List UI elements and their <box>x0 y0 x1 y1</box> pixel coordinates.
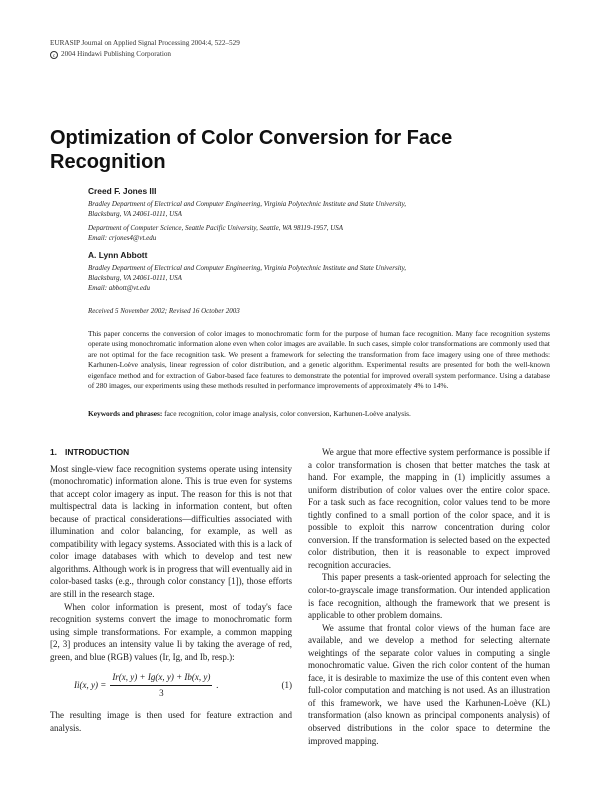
author-affiliation: Department of Computer Science, Seattle Pacific University, Seattle, WA 98119-1957, USA <box>88 224 344 232</box>
copyright-text: 2004 Hindawi Publishing Corporation <box>61 50 172 58</box>
body-column-left <box>50 446 292 734</box>
paragraph: The resulting image is then used for feature extraction and analysis. <box>50 710 292 733</box>
journal-header <box>50 38 240 60</box>
author-name: Creed F. Jones III <box>88 186 157 196</box>
equation-numerator: Ir(x, y) + Ig(x, y) + Ib(x, y) <box>110 671 212 686</box>
journal-line: EURASIP Journal on Applied Signal Processing 2004:4, 522–529 <box>50 39 240 47</box>
equation-denominator: 3 <box>159 687 164 698</box>
equation-lhs: Ii(x, y) = <box>74 680 107 691</box>
abstract: This paper concerns the conversion of color images to monochromatic form for the purpose of human face recognition. Many face recognition systems operate using monochromatic information alone even when color images are available. In such cases, simple color transformations are commonly used that are not optimal for the face recognition task. We present a framework for selecting the transformation from face imagery using one of three methods: Karhunen-Loève analysis, linear regression of color distribution, and a genetic algorithm. Experimental results are presented for both the well-known eigenface method and for extraction of Gabor-based face features to demonstrate the potential for improved overall system performance. Using a database of 280 images, our experiments using these methods resulted in performance improvements of approximately 4% to 14%. <box>88 329 550 391</box>
paper-title: Optimization of Color Conversion for Face Recognition <box>50 127 453 173</box>
author-affiliation: Bradley Department of Electrical and Computer Engineering, Virginia Polytechnic Institute and State University, <box>88 264 407 272</box>
copyright-line <box>50 49 240 60</box>
paragraph: This paper presents a task-oriented approach for selecting the color-to-grayscale image transformation. Our intended application is face recognition, although the framework that we present is applicable to other problem domains. <box>308 572 550 621</box>
paragraph: We assume that frontal color views of the human face are available, and we develop a method for selecting alternate weightings of the separate color values in computing a single monochromatic value. Given the rich color content of the human face, it is desirable to maximize the use of this content even when full-color computation and matching is not used. As an illustration of this framework, we have used the Karhunen-Loève (KL) transformation (also known as principal components analysis) of observed distributions in the color space to determine the improved mapping. <box>308 622 550 746</box>
author-email: Email: abbott@vt.edu <box>88 284 151 292</box>
equation-trailing: . <box>216 680 219 691</box>
author-affiliation: Blacksburg, VA 24061-0111, USA <box>88 210 182 218</box>
author-name: A. Lynn Abbott <box>88 250 148 260</box>
author-2 <box>88 250 528 293</box>
keywords-label: Keywords and phrases: <box>88 409 163 418</box>
paragraph: We argue that more effective system performance is possible if a color transformation is chosen that better matches the task at hand. For example, the mapping in (1) implicitly assumes a uniform distribution of color values over the entire color space. For a task such as face recognition, color values tend to be more tightly confined to a small portion of the color space, and it is possible to exploit this narrow concentration during color conversion. If the transformation is selected based on the expected color distribution, then it is reasonable to expect improved recognition accuracies. <box>308 447 550 570</box>
section-heading <box>50 446 292 459</box>
equation-number: (1) <box>281 680 292 691</box>
body-column-right <box>308 446 550 747</box>
equation-fraction <box>110 671 212 699</box>
paragraph: When color information is present, most of today's face recognition systems convert the image to monochromatic form using simple transformations. For example, a common mapping [2, 3] produces an intensity value Ii by taking the average of red, green, and blue (RGB) values (Ir, Ig, and Ib, resp.): <box>50 601 292 662</box>
section-number: 1. <box>50 447 57 457</box>
author-affiliation: Blacksburg, VA 24061-0111, USA <box>88 274 182 282</box>
author-block <box>88 186 528 293</box>
received-dates: Received 5 November 2002; Revised 16 October 2003 <box>88 307 240 315</box>
keywords-text: face recognition, color image analysis, color conversion, Karhunen-Loève analysis. <box>162 409 411 418</box>
equation-1 <box>50 671 292 699</box>
keywords <box>88 409 550 419</box>
author-email: Email: crjones4@vt.edu <box>88 234 157 242</box>
copyright-icon: c <box>50 51 58 59</box>
author-1 <box>88 186 528 243</box>
paragraph: Most single-view face recognition systems operate using intensity (monochromatic) information alone. This is true even for systems that accept color imagery as input. The reason for this is not that multispectral data is lacking in information content, but often because of practical considerations—difficulties associated with illumination and color balancing, for example, as well as compatibility with legacy systems. Associated with this is a lack of color image databases with which to develop and test new algorithms. Although work is in progress that will eventually aid in color-based tasks (e.g., through color constancy [1]), those efforts are still in the research stage. <box>50 463 292 600</box>
section-title: INTRODUCTION <box>65 447 130 457</box>
author-affiliation: Bradley Department of Electrical and Computer Engineering, Virginia Polytechnic Institute and State University, <box>88 200 407 208</box>
